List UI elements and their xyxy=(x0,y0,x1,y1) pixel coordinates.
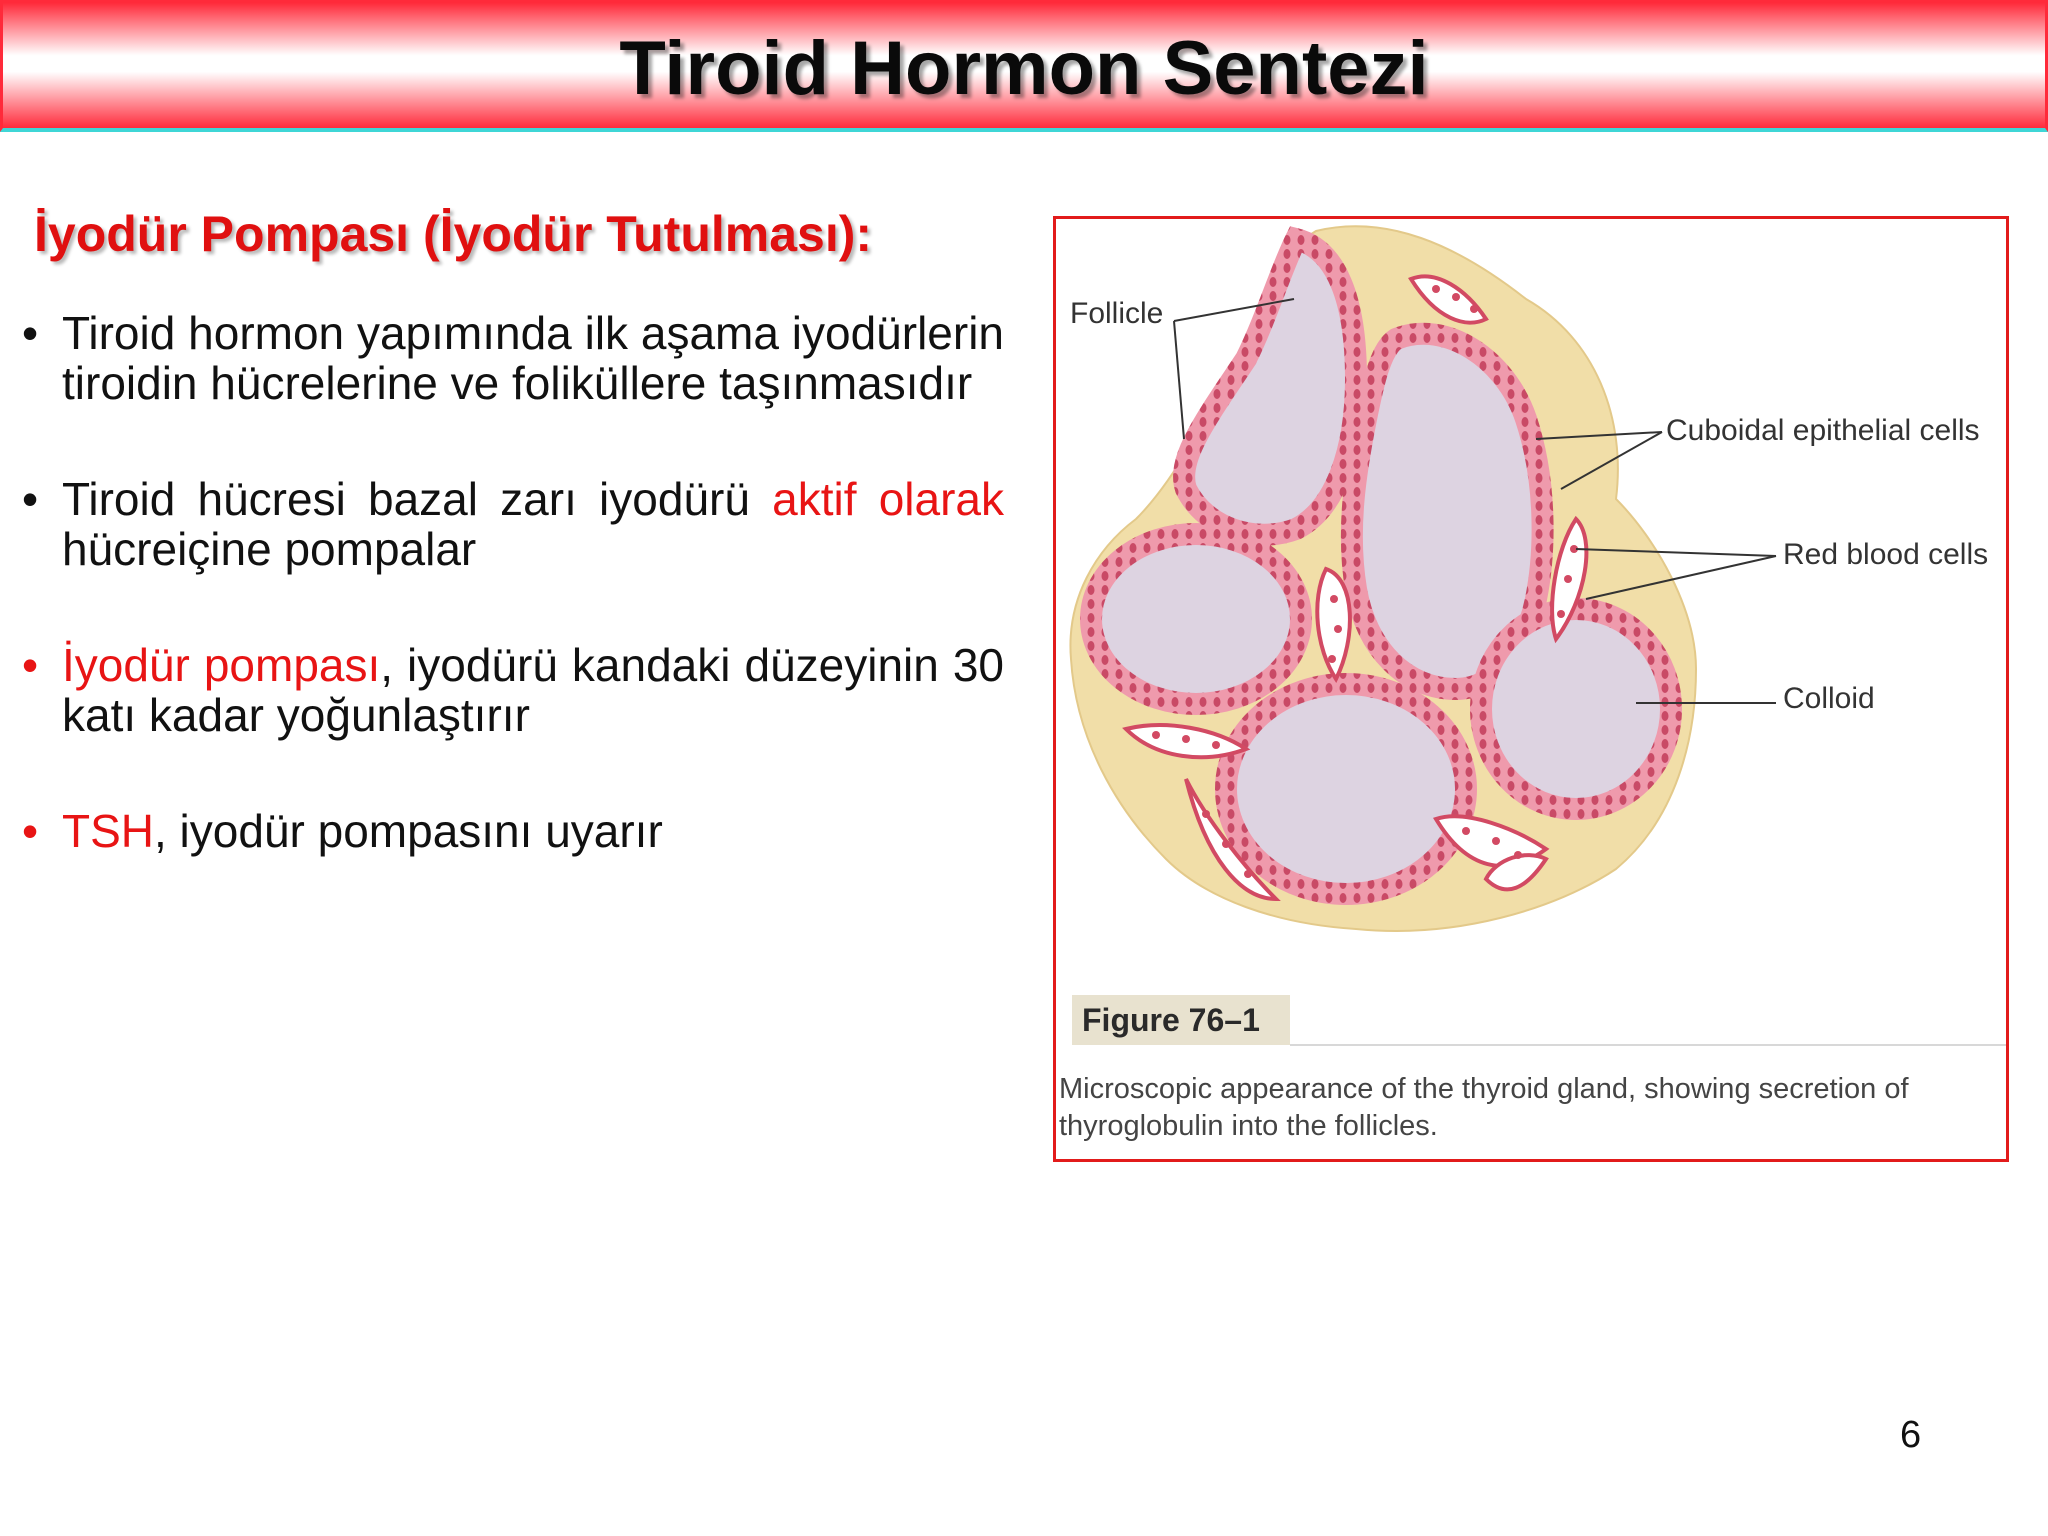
bullet-item xyxy=(18,474,1004,574)
title-bar xyxy=(0,0,2048,132)
follicle-right xyxy=(1481,609,1671,809)
bullet-dot: • xyxy=(22,473,39,525)
figure-caption: Microscopic appearance of the thyroid gland, showing secretion of thyroglobulin into the follicles. xyxy=(1059,1073,1909,1142)
thyroid-illustration xyxy=(1056,219,2006,979)
label-follicle: Follicle xyxy=(1070,297,1164,330)
bullet-text: aktif olarak xyxy=(772,473,1004,525)
bullet-text: Tiroid hücresi bazal zarı iyodürü xyxy=(62,473,773,525)
bullet-item xyxy=(18,640,1004,740)
bullet-item xyxy=(18,806,1004,856)
follicle-left xyxy=(1091,534,1301,704)
bullet-text: , iyodür pompasını uyarır xyxy=(154,805,663,857)
follicle-top xyxy=(1184,239,1356,535)
bullet-text: Tiroid hormon yapımında ilk aşama iyodürlerin tiroidin hücrelerine ve foliküllere taşınmasıdır xyxy=(62,307,1004,409)
label-cuboidal-cells: Cuboidal epithelial cells xyxy=(1666,414,1980,447)
slide-subtitle: İyodür Pompası (İyodür Tutulması): xyxy=(34,206,873,262)
thyroid-figure xyxy=(1053,216,2009,1162)
bullet-text: hücreiçine pompalar xyxy=(62,523,477,575)
label-red-blood-cells: Red blood cells xyxy=(1783,538,1989,571)
figure-divider xyxy=(1290,1044,2006,1046)
label-colloid: Colloid xyxy=(1783,682,1875,715)
bullet-text: , iyodürü kandaki düzeyinin 30 katı kadar yoğunlaştırır xyxy=(62,639,1004,741)
follicle-bottom xyxy=(1226,684,1466,894)
figure-tag: Figure 76–1 xyxy=(1072,995,1290,1045)
bullet-dot: • xyxy=(22,805,39,857)
bullet-text: İyodür pompası xyxy=(62,639,381,691)
bullet-dot: • xyxy=(22,307,39,359)
bullet-item xyxy=(18,308,1004,408)
bullet-list xyxy=(18,308,1004,922)
bullet-text: TSH xyxy=(62,805,154,857)
slide-title: Tiroid Hormon Sentezi xyxy=(619,26,1429,111)
page-number: 6 xyxy=(1900,1414,1922,1456)
bullet-dot: • xyxy=(22,639,39,691)
